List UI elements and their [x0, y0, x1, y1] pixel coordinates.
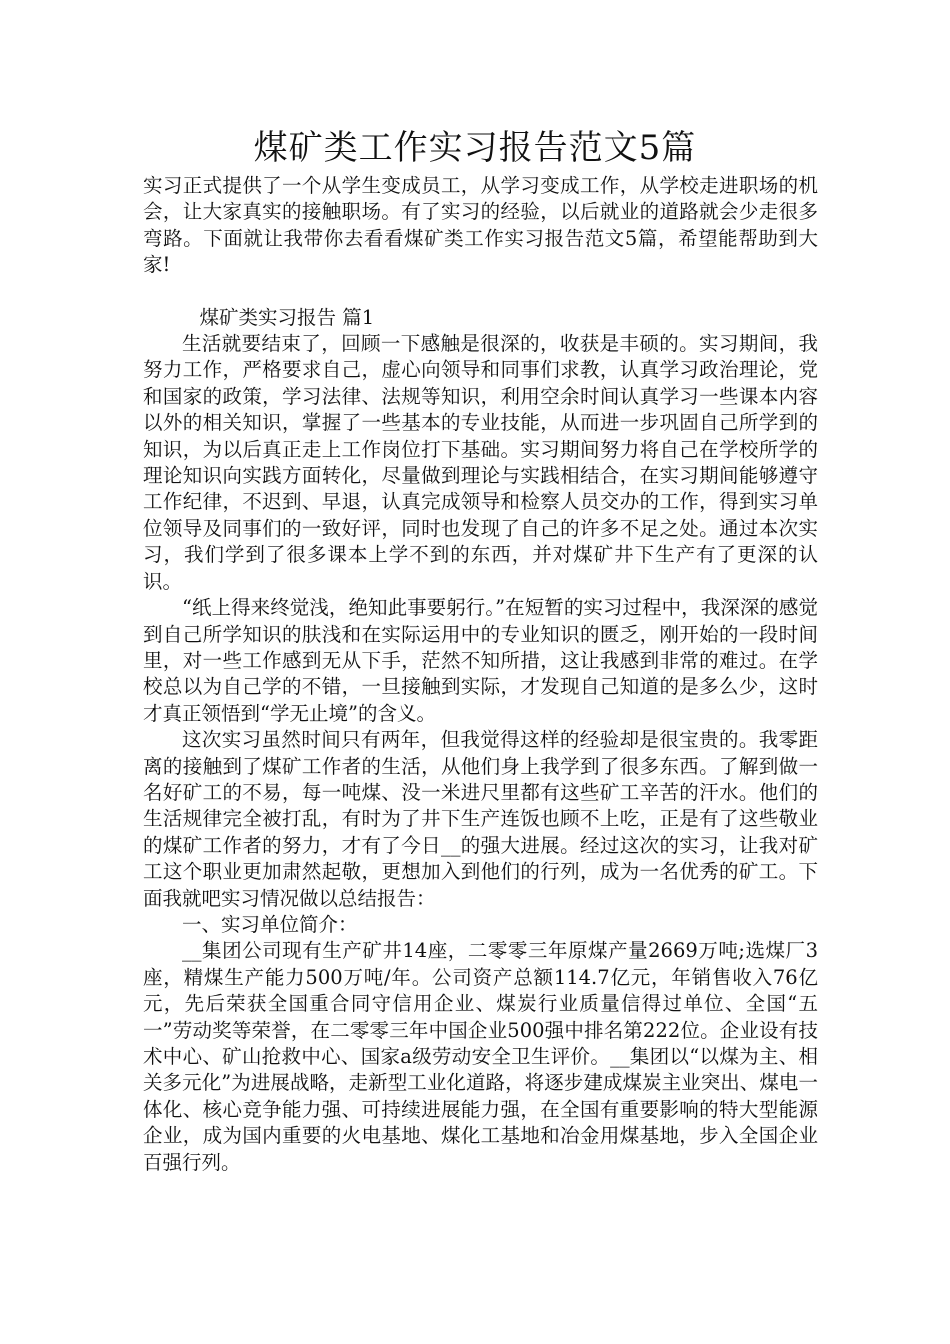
body-paragraph: “纸上得来终觉浅，绝知此事要躬行。”在短暂的实习过程中，我深深的感觉到自己所学知识的肤浅和在实际运用中的专业知识的匮乏，刚开始的一段时间里，对一些工作感到无从下手，茫然不知所措，这让我感到非常的难过。在学校总以为自己学的不错，一旦接触到实际，才发现自己知道的是多么少，这时才真正领悟到“学无止境”的含义。 [143, 596, 818, 725]
document-body [143, 173, 818, 1176]
document-title: 煤矿类工作实习报告范文5篇 [253, 128, 697, 168]
body-paragraph: 生活就要结束了，回顾一下感触是很深的，收获是丰硕的。实习期间，我努力工作，严格要求自己，虚心向领导和同事们求教，认真学习政治理论，党和国家的政策，学习法律、法规等知识，利用空余时间认真学习一些课本内容以外的相关知识，掌握了一些基本的专业技能，从而进一步巩固自己所学到的知识，为以后真正走上工作岗位打下基础。实习期间努力将自己在学校所学的理论知识向实践方面转化，尽量做到理论与实践相结合，在实习期间能够遵守工作纪律，不迟到、早退，认真完成领导和检察人员交办的工作，得到实习单位领导及同事们的一致好评，同时也发现了自己的许多不足之处。通过本次实习，我们学到了很多课本上学不到的东西，并对煤矿井下生产有了更深的认识。 [143, 332, 818, 593]
body-paragraph: 这次实习虽然时间只有两年，但我觉得这样的经验却是很宝贵的。我零距离的接触到了煤矿工作者的生活，从他们身上我学到了很多东西。了解到做一名好矿工的不易，每一吨煤、没一米进尺里都有这些矿工辛苦的汗水。他们的生活规律完全被打乱，有时为了井下生产连饭也顾不上吃，正是有了这些敬业的煤矿工作者的努力，才有了今日__的强大进展。经过这次的实习，让我对矿工这个职业更加肃然起敬，更想加入到他们的行列，成为一名优秀的矿工。下面我就吧实习情况做以总结报告： [143, 728, 818, 910]
subsection-heading: 一、实习单位简介： [182, 912, 358, 936]
intro-paragraph: 实习正式提供了一个从学生变成员工，从学习变成工作，从学校走进职场的机会，让大家真实的接触职场。有了实习的经验，以后就业的道路就会少走很多弯路。下面就让我带你去看看煤矿类工作实习报告范文5篇，希望能帮助到大家! [143, 174, 818, 277]
body-paragraph: __集团公司现有生产矿井14座，二零零三年原煤产量2669万吨;选煤厂3座，精煤生产能力500万吨/年。公司资产总额114.7亿元，年销售收入76亿元，先后荣获全国重合同守信用企业、煤炭行业质量信得过单位、全国“五一”劳动奖等荣誉，在二零零三年中国企业500强中排名第222位。企业设有技术中心、矿山抢救中心、国家a级劳动安全卫生评价。__集团以“以煤为主、相关多元化”为进展战略，走新型工业化道路，将逐步建成煤炭主业突出、煤电一体化、核心竞争能力强、可持续进展能力强，在全国有重要影响的特大型能源企业，成为国内重要的火电基地、煤化工基地和冶金用煤基地，步入全国企业百强行列。 [143, 939, 818, 1174]
section-heading: 煤矿类实习报告 篇1 [199, 305, 375, 329]
